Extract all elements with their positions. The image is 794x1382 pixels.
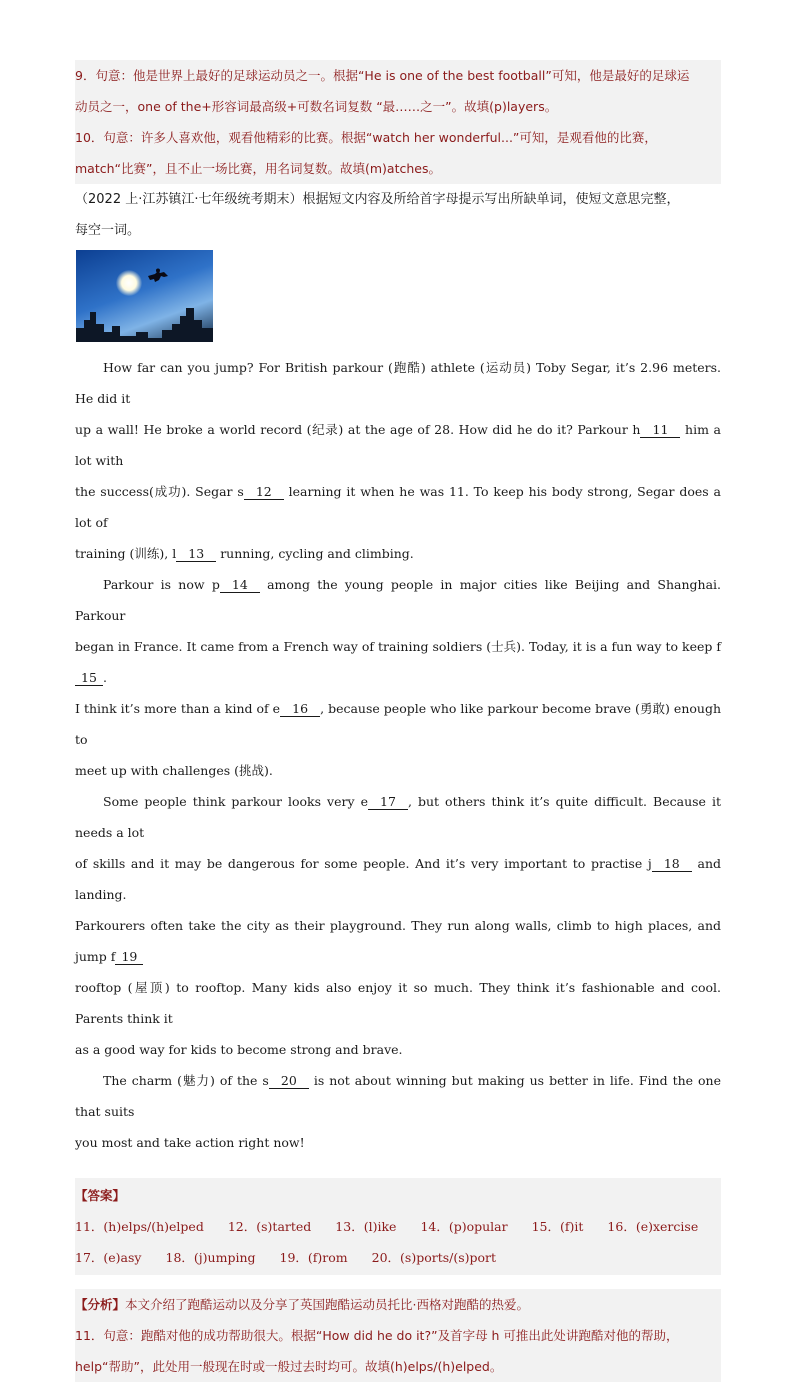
p2-text-2: among the young people in major cities like Beijing and Shanghai. Parkour — [75, 577, 721, 623]
p1-text-4: the success(成功). Segar s — [75, 484, 244, 499]
analysis-block — [75, 1289, 721, 1382]
p1-text-1: How far can you jump? For British parkour (跑酷) athlete (运动员) Toby Segar, it’s 2.96 meters. He did it — [75, 360, 721, 406]
analysis-11-line1: 11．句意：跑酷对他的成功帮助很大。根据“How did he do it?”及首字母 h 可推出此处讲跑酷对他的帮助， — [75, 1328, 679, 1343]
blank-18[interactable]: 18 — [652, 857, 692, 872]
answer-20: 20．(s)ports/(s)port — [371, 1250, 497, 1265]
document-page — [75, 60, 721, 1382]
answer-17: 17．(e)asy — [75, 1250, 142, 1265]
passage-paragraph-4 — [75, 1065, 721, 1158]
explanation-9-line2: 动员之一，one of the+形容词最高级+可数名词复数 “最……之一”。故填(p)layers。 — [75, 99, 558, 114]
explanation-9-line1: 9．句意：他是世界上最好的足球运动员之一。根据“He is one of the best football”可知，他是最好的足球运 — [75, 68, 690, 83]
p1-text-2: up a wall! He broke a world record (纪录) at the age of 28. How did he do it? Parkour h — [75, 422, 641, 437]
passage-paragraph-3 — [75, 786, 721, 1065]
p1-text-7: running, cycling and climbing. — [216, 546, 414, 561]
answer-12: 12．(s)tarted — [227, 1219, 312, 1234]
blank-14[interactable]: 14 — [220, 578, 260, 593]
answer-18: 18．(j)umping — [165, 1250, 256, 1265]
blank-19[interactable]: 19 — [115, 950, 143, 965]
analysis-label: 【分析】 — [75, 1297, 126, 1312]
analysis-summary — [75, 1289, 721, 1320]
answer-block — [75, 1178, 721, 1275]
passage-paragraph-1 — [75, 352, 721, 569]
p1-text-3: him a lot with — [75, 422, 721, 468]
answers-row-2 — [75, 1242, 721, 1273]
explanation-10-line1: 10．句意：许多人喜欢他，观看他精彩的比赛。根据“watch her wonderful...”可知，是观看他的比赛， — [75, 130, 657, 145]
blank-20[interactable]: 20 — [269, 1074, 309, 1089]
p3-text-6: rooftop (屋顶) to rooftop. Many kids also enjoy it so much. They think it’s fashionable and cool. Parents think it — [75, 980, 721, 1026]
blank-17[interactable]: 17 — [368, 795, 408, 810]
p3-text-5: Parkourers often take the city as their playground. They run along walls, climb to high places, and jump f — [75, 918, 721, 964]
answer-19: 19．(f)rom — [279, 1250, 348, 1265]
p2-text-7: meet up with challenges (挑战). — [75, 763, 273, 778]
jumper-silhouette-icon — [146, 268, 170, 288]
explanation-block-top — [75, 60, 721, 184]
p2-text-3: began in France. It came from a French way of training soldiers (士兵). Today, it is a fun way to keep f — [75, 639, 721, 654]
analysis-11-line2: help“帮助”，此处用一般现在时或一般过去时均可。故填(h)elps/(h)elped。 — [75, 1359, 503, 1374]
section-title-line2: 每空一词。 — [75, 223, 141, 238]
answer-11: 11．(h)elps/(h)elped — [75, 1219, 204, 1234]
blank-13[interactable]: 13 — [176, 547, 216, 562]
blank-15[interactable]: 15 — [75, 671, 103, 686]
blank-12[interactable]: 12 — [244, 485, 284, 500]
p3-text-4: and landing. — [75, 856, 721, 902]
explanation-10-line2: match“比赛”，且不止一场比赛，用名词复数。故填(m)atches。 — [75, 161, 441, 176]
p3-text-7: as a good way for kids to become strong and brave. — [75, 1042, 403, 1057]
answers-row-1 — [75, 1211, 721, 1242]
city-skyline-icon — [76, 302, 213, 342]
section-title-line1: （2022 上·江苏镇江·七年级统考期末）根据短文内容及所给首字母提示写出所缺单词，使短文意思完整， — [75, 192, 680, 207]
passage-paragraph-2 — [75, 569, 721, 786]
parkour-jumper-photo — [76, 250, 213, 342]
p1-text-6: training (训练), l — [75, 546, 177, 561]
answer-15: 15．(f)it — [531, 1219, 584, 1234]
answer-14: 14．(p)opular — [420, 1219, 508, 1234]
p2-text-4: . — [103, 670, 107, 685]
p1-text-5: learning it when he was 11. To keep his body strong, Segar does a lot of — [75, 484, 721, 530]
p2-text-5: I think it’s more than a kind of e — [75, 701, 281, 716]
analysis-text: 本文介绍了跑酷运动以及分享了英国跑酷运动员托比·西格对跑酷的热爱。 — [125, 1297, 529, 1312]
p2-text-1: Parkour is now p — [103, 577, 220, 592]
p3-text-3: of skills and it may be dangerous for some people. And it’s very important to practise j — [75, 856, 652, 871]
p3-text-2: , but others think it’s quite difficult. Because it needs a lot — [75, 794, 721, 840]
blank-16[interactable]: 16 — [280, 702, 320, 717]
answer-13: 13．(l)ike — [335, 1219, 397, 1234]
sun-glare-icon — [116, 270, 142, 296]
p3-text-1: Some people think parkour looks very e — [103, 794, 368, 809]
p2-text-6: , because people who like parkour become brave (勇敢) enough to — [75, 701, 721, 747]
answer-label: 【答案】 — [75, 1188, 126, 1203]
blank-11[interactable]: 11 — [640, 423, 680, 438]
p4-text-3: you most and take action right now! — [75, 1135, 305, 1150]
p4-text-1: The charm (魅力) of the s — [103, 1073, 269, 1088]
answer-16: 16．(e)xercise — [607, 1219, 699, 1234]
p4-text-2: is not about winning but making us better in life. Find the one that suits — [75, 1073, 721, 1119]
